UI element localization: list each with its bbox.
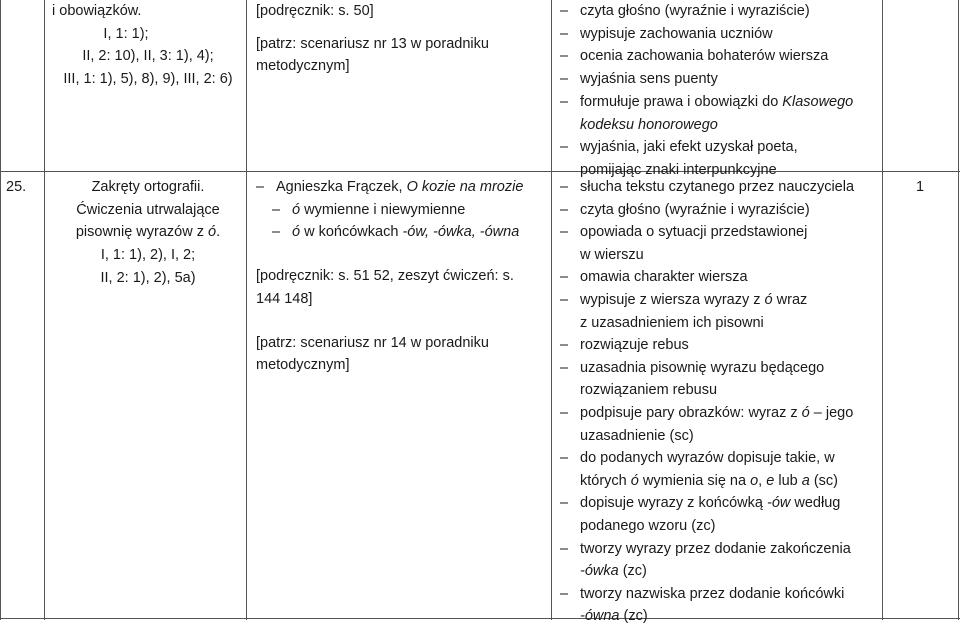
row2-number: 25. — [6, 179, 27, 195]
activity-item: – wypisuje z wiersza wyrazy z ó wraz — [560, 291, 808, 308]
activity-item: – tworzy wyrazy przez dodanie zakończenia — [560, 540, 851, 557]
activity-continuation: pomijając znaki interpunkcyjne — [580, 161, 777, 178]
row1-scenario-ref: metodycznym] — [256, 58, 350, 75]
activity-item: – do podanych wyrazów dopisuje takie, w — [560, 450, 835, 467]
column-divider-2 — [246, 0, 247, 620]
activity-item: – uzasadnia pisownię wyrazu będącego — [560, 359, 825, 376]
activity-item: – podpisuje pary obrazków: wyraz z ó – jego — [560, 404, 854, 421]
content-item: – ó w końcówkach -ów, -ówka, -ówna — [272, 224, 520, 241]
row2-scenario-ref: metodycznym] — [256, 357, 350, 374]
activity-continuation: w wierszu — [580, 246, 644, 263]
activity-item: – wypisuje zachowania uczniów — [560, 25, 773, 42]
row2-topic-line: pisownię wyrazów z ó. — [75, 224, 221, 241]
row2-topic-cell — [52, 176, 244, 290]
row2-hours: 1 — [915, 179, 925, 195]
table-border-left — [0, 0, 1, 620]
row1-content-cell — [256, 0, 546, 78]
row2-topic-line: Ćwiczenia utrwalające — [76, 201, 220, 218]
content-item: – ó wymienne i niewymienne — [272, 201, 466, 218]
table-border-right — [958, 0, 959, 620]
activity-continuation: kodeksu honorowego — [580, 116, 718, 133]
activity-item: – opowiada o sytuacji przedstawionej — [560, 224, 808, 241]
row1-topic-refs — [52, 0, 244, 91]
row1-activities-cell — [560, 0, 878, 182]
row1-textbook-ref: [podręcznik: s. 50] — [256, 3, 374, 19]
activity-item: – formułuje prawa i obowiązki do Klasowego — [560, 93, 854, 110]
activity-item: – tworzy nazwiska przez dodanie końcówki — [560, 585, 845, 602]
row2-textbook-ref: [podręcznik: s. 51 52, zeszyt ćwiczeń: s. — [256, 268, 514, 285]
activity-item: – wyjaśnia sens puenty — [560, 71, 718, 88]
column-divider-4 — [882, 0, 883, 620]
row2-activities-cell — [560, 176, 878, 628]
activity-item: – czyta głośno (wyraźnie i wyraziście) — [560, 3, 810, 19]
row2-scenario-ref: [patrz: scenariusz nr 14 w poradniku — [256, 334, 489, 351]
activity-item: – ocenia zachowania bohaterów wiersza — [560, 48, 829, 65]
activity-continuation: których ó wymienia się na o, e lub a (sc) — [580, 472, 839, 489]
activity-item: – omawia charakter wiersza — [560, 269, 748, 286]
activity-item: – dopisuje wyrazy z końcówką -ów według — [560, 495, 841, 512]
activity-continuation: rozwiązaniem rebusu — [580, 382, 718, 399]
row1-topic-ref: II, 2: 10), II, 3: 1), 4); — [82, 48, 214, 65]
row2-topic-ref: II, 2: 1), 2), 5a) — [100, 269, 196, 286]
activity-continuation: uzasadnienie (sc) — [580, 427, 694, 444]
column-divider-1 — [44, 0, 45, 620]
content-header: – Agnieszka Frączek, O kozie na mrozie — [256, 179, 524, 195]
activity-item: – rozwiązuje rebus — [560, 337, 689, 354]
row1-topic-ref: III, 1: 1), 5), 8), 9), III, 2: 6) — [63, 71, 233, 88]
row2-topic-title: Zakręty ortografii. — [91, 179, 205, 195]
activity-continuation: podanego wzoru (zc) — [580, 517, 716, 534]
column-divider-3 — [551, 0, 552, 620]
activity-continuation: z uzasadnieniem ich pisowni — [580, 314, 764, 331]
row1-topic-line: i obowiązków. — [52, 3, 142, 19]
row1-scenario-ref: [patrz: scenariusz nr 13 w poradniku — [256, 35, 489, 52]
activity-item: – czyta głośno (wyraźnie i wyraziście) — [560, 201, 810, 218]
row2-topic-ref: I, 1: 1), 2), I, 2; — [100, 247, 196, 264]
activity-item: – wyjaśnia, jaki efekt uzyskał poeta, — [560, 139, 798, 156]
activity-continuation: -ówna (zc) — [580, 608, 648, 625]
activity-item: – słucha tekstu czytanego przez nauczyciela — [560, 179, 855, 195]
activity-continuation: -ówka (zc) — [580, 563, 647, 580]
row1-topic-ref: I, 1: 1); — [103, 25, 149, 42]
row2-textbook-ref: 144 148] — [256, 290, 313, 307]
row2-content-cell — [256, 176, 548, 377]
